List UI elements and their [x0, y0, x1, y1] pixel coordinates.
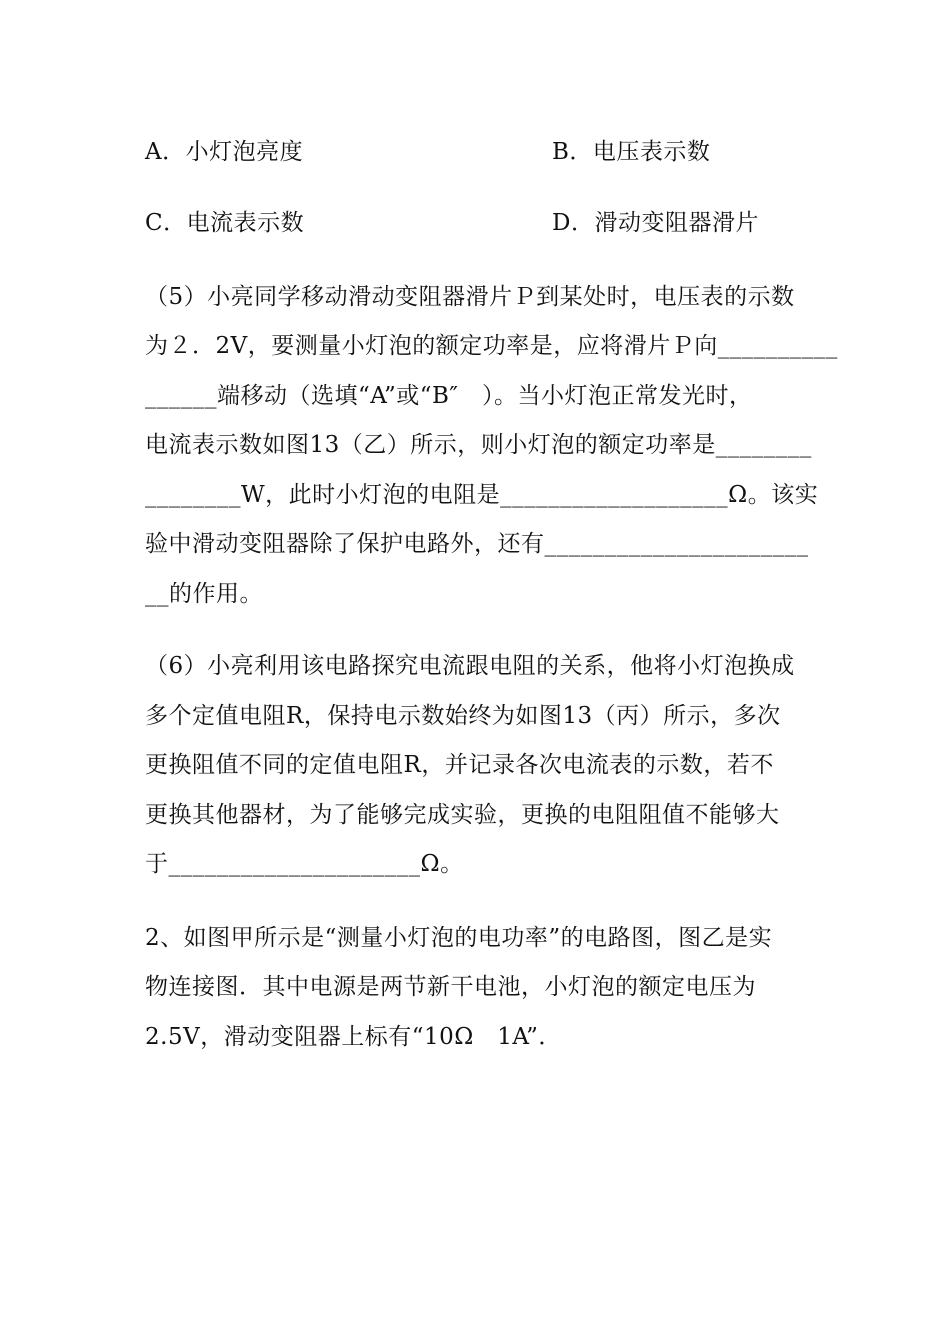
q5-line: __的作用。	[145, 581, 263, 607]
q5-line: 验中滑动变阻器除了保护电路外，还有______________________	[145, 531, 809, 557]
q6-line: 多个定值电阻R，保持电示数始终为如图13（丙）所示，多次	[145, 703, 781, 729]
option-a: A．小灯泡亮度	[145, 139, 304, 165]
q5-line: 电流表示数如图13（乙）所示，则小灯泡的额定功率是________	[145, 432, 812, 458]
q6-line: 更换其他器材，为了能够完成实验，更换的电阻阻值不能够大	[145, 802, 780, 828]
option-c: C．电流表示数	[145, 210, 305, 236]
q5-line: ________W，此时小灯泡的电阻是___________________Ω。该实	[145, 482, 819, 508]
q2-line: 2.5V，滑动变阻器上标有“10Ω 1A”．	[145, 1024, 562, 1050]
q6-line: （6）小亮利用该电路探究电流跟电阻的关系，他将小灯泡换成	[145, 653, 795, 679]
q5-line: 为２．2V，要测量小灯泡的额定功率是，应将滑片Ｐ向__________	[145, 333, 838, 359]
q5-line: （5）小亮同学移动滑动变阻器滑片Ｐ到某处时，电压表的示数	[145, 284, 795, 310]
q6-line: 于_____________________Ω。	[145, 851, 464, 877]
option-d: D．滑动变阻器滑片	[552, 210, 759, 236]
q2-line: 物连接图．其中电源是两节新干电池，小灯泡的额定电压为	[145, 974, 756, 1000]
q2-line: 2、如图甲所示是“测量小灯泡的电功率”的电路图，图乙是实	[145, 925, 773, 951]
q6-line: 更换阻值不同的定值电阻R，并记录各次电流表的示数，若不	[145, 752, 774, 778]
option-b: B．电压表示数	[552, 139, 711, 165]
q5-line: ______端移动（选填“A”或“B″ ）。当小灯泡正常发光时，	[145, 383, 753, 409]
